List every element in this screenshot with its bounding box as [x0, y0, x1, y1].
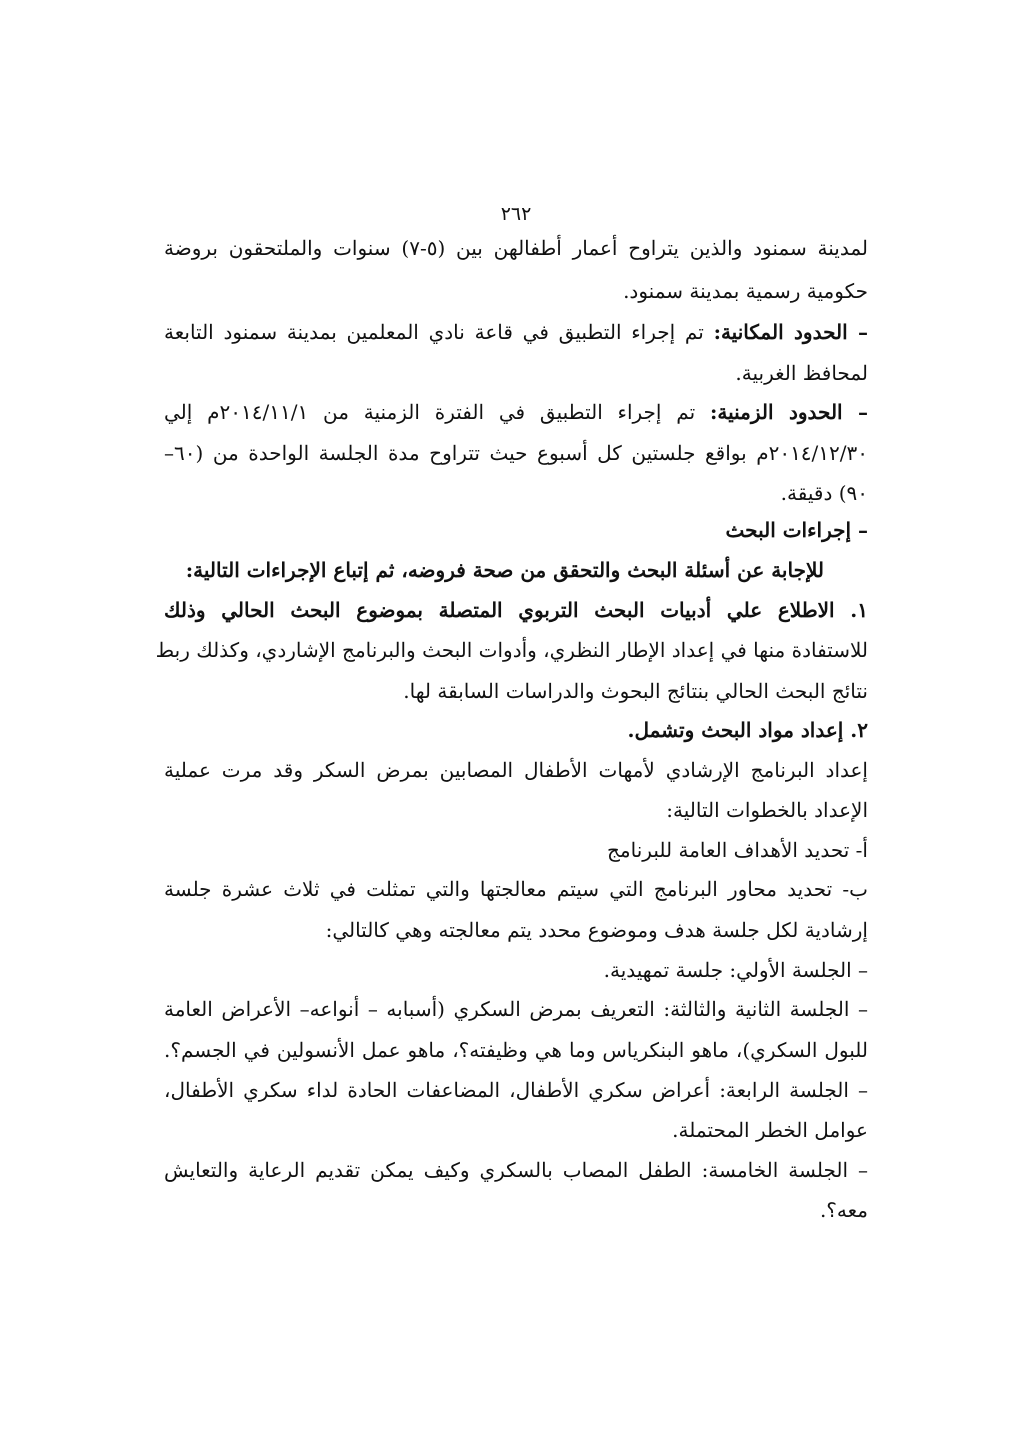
limits-place-text: تم إجراء التطبيق في قاعة نادي المعلمين بمدينة سمنود التابعة [164, 320, 714, 344]
limits-time-line [164, 400, 868, 424]
text-line-18: إرشادية لكل جلسة هدف وموضوع محدد يتم معالجته وهي كالتالي: [325, 918, 868, 942]
text-line-7: ٩٠) دقيقة. [780, 481, 868, 505]
limits-time-heading: – الحدود الزمنية: [709, 400, 869, 424]
text-line-2: حكومية رسمية بمدينة سمنود. [623, 279, 868, 303]
list-item-a: أ- تحديد الأهداف العامة للبرنامج [607, 838, 868, 862]
session-one: – الجلسة الأولي: جلسة تمهيدية. [603, 958, 868, 982]
limits-place-line [164, 320, 868, 344]
session-two-three: – الجلسة الثانية والثالثة: التعريف بمرض السكري (أسبابه – أنواعه– الأعراض العامة [164, 997, 868, 1021]
limits-place-heading: – الحدود المكانية: [713, 320, 868, 344]
procedures-heading: – إجراءات البحث [725, 518, 868, 542]
text-line-1: لمدينة سمنود والذين يتراوح أعمار أطفالهن بين (٥-٧) سنوات والملتحقون بروضة [164, 236, 868, 260]
session-five: – الجلسة الخامسة: الطفل المصاب بالسكري وكيف يمكن تقديم الرعاية والتعايش [164, 1158, 868, 1182]
text-line-6: ٢٠١٤/١٢/٣٠م بواقع جلستين كل أسبوع حيث تتراوح مدة الجلسة الواحدة من (٦٠– [164, 441, 868, 465]
text-line-11: للاستفادة منها في إعداد الإطار النظري، وأدوات البحث والبرنامج الإشاردي، وكذلك ربط [155, 638, 868, 662]
limits-time-text: تم إجراء التطبيق في الفترة الزمنية من ٢٠١٤/١١/١م إلي [164, 400, 710, 424]
text-line-23: عوامل الخطر المحتملة. [672, 1118, 868, 1142]
text-line-14: إعداد البرنامج الإرشادي لأمهات الأطفال المصابين بمرض السكر وقد مرت عملية [164, 758, 868, 782]
text-line-12: نتائج البحث الحالي بنتائج البحوث والدراسات السابقة لها. [403, 679, 868, 703]
document-page [155, 0, 869, 1449]
session-four: – الجلسة الرابعة: أعراض سكري الأطفال، المضاعفات الحادة لداء سكري الأطفال، [164, 1078, 868, 1102]
step-two-heading: ٢. إعداد مواد البحث وتشمل. [627, 718, 868, 742]
text-line-15: الإعداد بالخطوات التالية: [666, 798, 868, 822]
procedures-intro: للإجابة عن أسئلة البحث والتحقق من صحة فروضه، ثم إتباع الإجراءات التالية: [185, 558, 824, 582]
text-line-4: لمحافظ الغربية. [735, 361, 868, 385]
page-number: ٢٦٢ [500, 203, 532, 225]
step-one-heading: ١. الاطلاع علي أدبيات البحث التربوي المتصلة بموضوع البحث الحالي وذلك [164, 598, 868, 622]
text-line-21: للبول السكري)، ماهو البنكرياس وما هي وظيفته؟، ماهو عمل الأنسولين في الجسم؟. [164, 1038, 868, 1062]
text-line-25: معه؟. [819, 1198, 868, 1222]
list-item-b: ب- تحديد محاور البرنامج التي سيتم معالجتها والتي تمثلت في ثلاث عشرة جلسة [164, 877, 868, 901]
